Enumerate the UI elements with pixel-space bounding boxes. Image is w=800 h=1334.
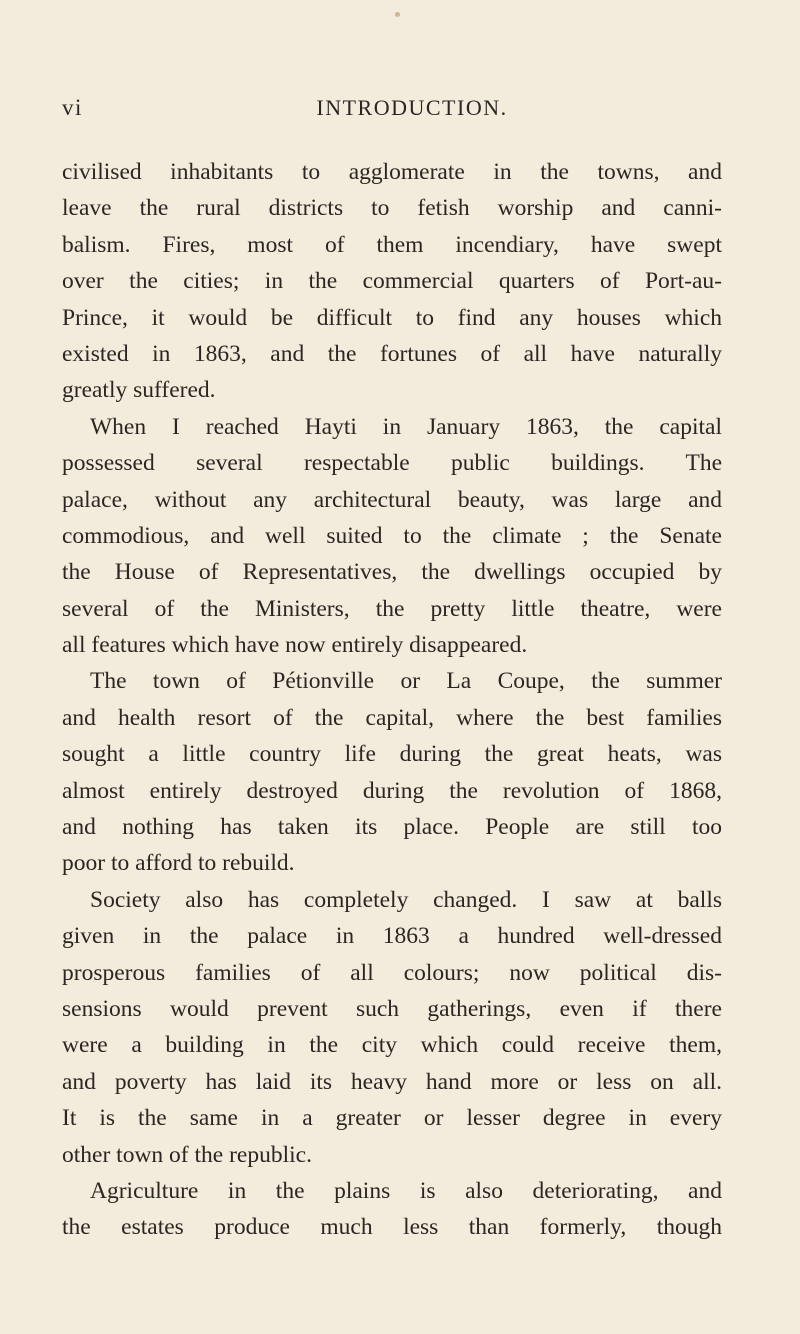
- page-header: [62, 95, 722, 135]
- text-line: sought a little country life during the great heats, was: [62, 741, 722, 768]
- text-line: Prince, it would be difficult to find any houses which: [62, 304, 722, 331]
- text-line: leave the rural districts to fetish worship and canni-: [62, 195, 722, 222]
- text-line: and nothing has taken its place. People are still too: [62, 814, 722, 841]
- text-line: and poverty has laid its heavy hand more or less on all.: [62, 1068, 722, 1095]
- page-number: vi: [62, 95, 83, 120]
- paper-speck: [395, 12, 400, 17]
- text-line: were a building in the city which could receive them,: [62, 1032, 722, 1059]
- text-line: prosperous families of all colours; now political dis-: [62, 959, 722, 986]
- text-line: several of the Ministers, the pretty little theatre, were: [62, 595, 722, 622]
- text-line: and health resort of the capital, where the best families: [62, 704, 722, 731]
- text-line: The town of Pétionville or La Coupe, the summer: [90, 668, 722, 695]
- text-line: over the cities; in the commercial quarters of Port-au-: [62, 268, 722, 295]
- text-line: poor to afford to rebuild.: [62, 850, 295, 877]
- text-line: Society also has completely changed. I saw at balls: [90, 886, 722, 913]
- running-title: INTRODUCTION.: [316, 95, 508, 120]
- text-line: possessed several respectable public buildings. The: [62, 450, 722, 477]
- text-line: other town of the republic.: [62, 1141, 312, 1168]
- text-line: commodious, and well suited to the climate ; the Senate: [62, 522, 722, 549]
- text-line: the estates produce much less than formerly, though: [62, 1214, 722, 1241]
- text-line: existed in 1863, and the fortunes of all have naturally: [62, 340, 722, 367]
- text-line: the House of Representatives, the dwellings occupied by: [62, 559, 722, 586]
- text-line: balism. Fires, most of them incendiary, have swept: [62, 231, 722, 258]
- text-line: civilised inhabitants to agglomerate in the towns, and: [62, 159, 722, 185]
- text-line: Agriculture in the plains is also deteriorating, and: [90, 1177, 722, 1204]
- text-line: It is the same in a greater or lesser degree in every: [62, 1105, 722, 1132]
- text-line: given in the palace in 1863 a hundred well-dressed: [62, 923, 722, 950]
- text-line: sensions would prevent such gatherings, even if there: [62, 995, 722, 1022]
- text-line: When I reached Hayti in January 1863, the capital: [90, 413, 722, 440]
- body-text: [62, 154, 722, 1246]
- text-line: almost entirely destroyed during the revolution of 1868,: [62, 777, 722, 804]
- text-line: all features which have now entirely disappeared.: [62, 632, 528, 659]
- text-line: palace, without any architectural beauty, was large and: [62, 486, 722, 513]
- text-line: greatly suffered.: [62, 377, 216, 404]
